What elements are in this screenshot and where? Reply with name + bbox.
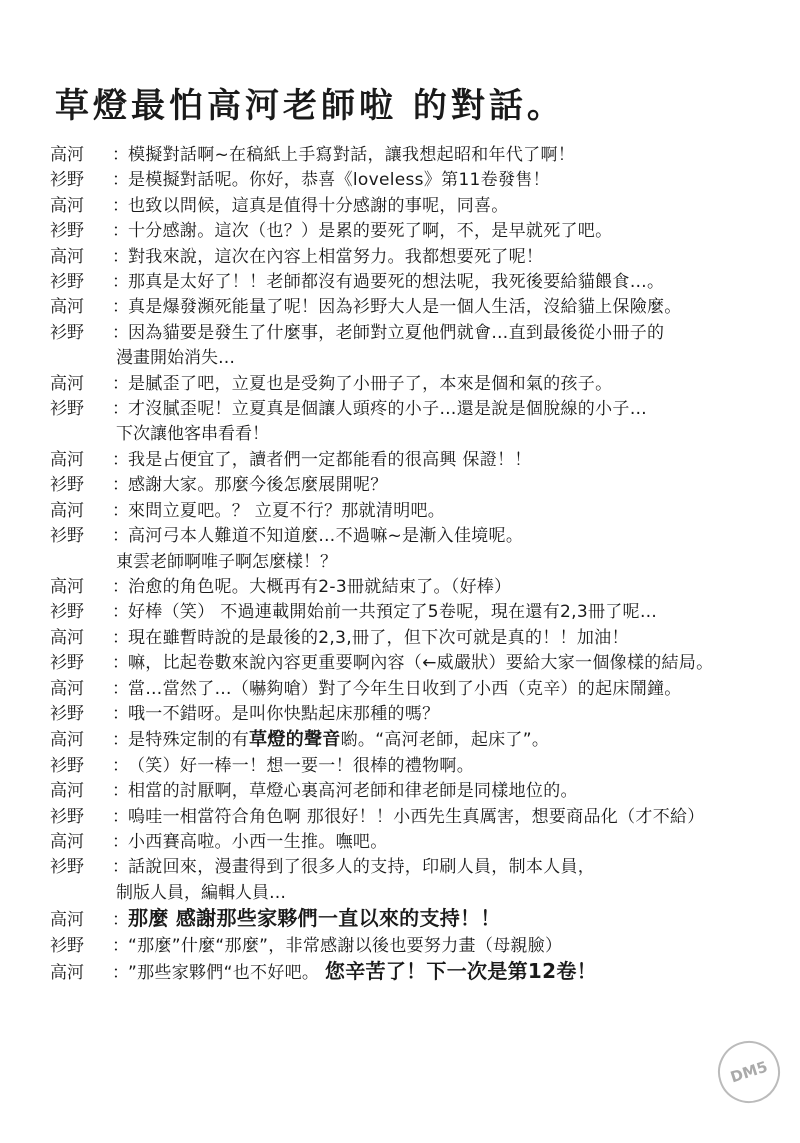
- dialogue-text-text: 相當的討厭啊，草燈心裏高河老師和律老師是同樣地位的。: [128, 781, 578, 802]
- speaker-separator: ：: [112, 831, 129, 852]
- dialogue-text-text: 真是爆發瀕死能量了呢！因為衫野大人是一個人生活，沒給貓上保險麼。: [128, 297, 682, 318]
- speaker-separator: ：: [112, 297, 129, 318]
- speaker-name: 衫野: [50, 857, 84, 878]
- speaker-name: 衫野: [50, 170, 84, 191]
- dialogue-text: [128, 194, 509, 219]
- dialogue-text: [128, 321, 664, 346]
- speaker-separator: ：: [112, 678, 129, 699]
- dialogue-list: [50, 143, 780, 986]
- speaker-separator: ：: [112, 781, 129, 802]
- dialogue-text-text: “那麼”什麼“那麼”，非常感謝以後也要努力畫（母親臉）: [128, 935, 563, 956]
- dialogue-text: [128, 397, 647, 422]
- dialogue-text-text: 因為貓要是發生了什麼事，老師對立夏他們就會…直到最後從小冊子的: [128, 322, 665, 343]
- dialogue-text: [128, 779, 578, 804]
- dialogue-line: [50, 906, 780, 933]
- dialogue-text-text: 當…當然了…（嚇夠嗆）對了今年生日收到了小西（克辛）的起床鬧鐘。: [128, 678, 682, 699]
- dialogue-line: [50, 448, 780, 473]
- dialogue-line: [50, 575, 780, 600]
- dialogue-text-text: 十分感謝。這次（也？）是累的要死了啊，不，是早就死了吧。: [128, 221, 613, 242]
- dialogue-text-text: 哦一不錯呀。是叫你快點起床那種的嗎？: [128, 703, 440, 724]
- dialogue-text-text: ”那些家夥們“也不好吧。: [128, 963, 325, 983]
- dialogue-text-text: 高河弓本人難道不知道麼…不過嘛~是漸入佳境呢。: [128, 526, 524, 547]
- speaker-separator: ：: [112, 399, 129, 420]
- speaker-separator: ：: [112, 963, 129, 983]
- speaker-name: 衫野: [50, 475, 84, 496]
- dialogue-text-big: 那麼 感謝那些家夥們一直以來的支持！！: [128, 906, 501, 931]
- dialogue-text-text: 話說回來，漫畫得到了很多人的支持，印刷人員，制本人員，: [128, 857, 596, 878]
- dialogue-line: [50, 499, 780, 524]
- speaker-name: 高河: [50, 297, 84, 318]
- dialogue-line: [50, 677, 780, 702]
- dialogue-text-text: 治愈的角色呢。大概再有2-3冊就結束了。（好棒）: [128, 576, 512, 597]
- speaker-name: 高河: [50, 730, 84, 751]
- speaker-name: 高河: [50, 963, 84, 983]
- speaker-name: 衫野: [50, 526, 84, 547]
- dialogue-text: [128, 372, 612, 397]
- dialogue-line: [50, 245, 780, 270]
- speaker-name: 高河: [50, 195, 84, 216]
- speaker-separator: ：: [112, 500, 129, 521]
- speaker-separator: ：: [112, 576, 129, 597]
- dialogue-text-text: 感謝大家。那麼今後怎麼展開呢？: [128, 475, 388, 496]
- speaker-separator: ：: [112, 272, 129, 293]
- dialogue-text: [128, 295, 682, 320]
- speaker-name: 衫野: [50, 755, 84, 776]
- speaker-separator: ：: [112, 627, 129, 648]
- dialogue-text: [128, 143, 575, 168]
- dialogue-line: [50, 143, 780, 168]
- speaker-name: 高河: [50, 246, 84, 267]
- speaker-name: 衫野: [50, 653, 84, 674]
- speaker-name: 衫野: [50, 806, 84, 827]
- dialogue-line: [50, 168, 780, 193]
- speaker-separator: ：: [112, 703, 129, 724]
- speaker-separator: ：: [112, 602, 129, 623]
- dialogue-line: [50, 372, 780, 397]
- speaker-separator: ：: [112, 373, 129, 394]
- dialogue-line: [50, 855, 780, 880]
- dialogue-line: [50, 626, 780, 651]
- dialogue-text: [128, 600, 657, 625]
- dialogue-text-text: 現在雖暫時說的是最後的2,3,冊了，但下次可就是真的！！加油！: [128, 627, 629, 648]
- dialogue-text: [128, 754, 474, 779]
- speaker-name: 高河: [50, 576, 84, 597]
- dialogue-text: [128, 906, 501, 933]
- dialogue-text-text: 我是占便宜了，讀者們一定都能看的很高興 保證！！: [128, 449, 532, 470]
- dialogue-line: [50, 702, 780, 727]
- speaker-name: 高河: [50, 145, 84, 165]
- dialogue-continuation: 下次讓他客串看看！: [116, 424, 269, 445]
- speaker-name: 衫野: [50, 703, 84, 724]
- dialogue-line: [50, 270, 780, 295]
- dialogue-line: [50, 830, 780, 855]
- dialogue-text: [128, 855, 595, 880]
- dialogue-line: [50, 194, 780, 219]
- dialogue-text-text: 是模擬對話呢。你好，恭喜《loveless》第11卷發售！: [128, 170, 550, 191]
- dialogue-text: [128, 959, 597, 986]
- speaker-separator: ：: [112, 526, 129, 547]
- speaker-separator: ：: [112, 221, 129, 242]
- speaker-separator: ：: [112, 653, 129, 674]
- speaker-name: 高河: [50, 500, 84, 521]
- speaker-name: 高河: [50, 781, 84, 802]
- speaker-separator: ：: [112, 195, 129, 216]
- dialogue-text: [128, 448, 532, 473]
- dialogue-text: [128, 473, 388, 498]
- dialogue-text: [128, 245, 543, 270]
- speaker-name: 高河: [50, 678, 84, 699]
- speaker-separator: ：: [112, 449, 129, 470]
- page-title: 草燈最怕高河老師啦 的對話。: [55, 86, 565, 126]
- speaker-separator: ：: [112, 935, 129, 956]
- dialogue-text: [128, 499, 445, 524]
- dialogue-text-text: 小西賽高啦。小西一生推。嘸吧。: [128, 831, 388, 852]
- dialogue-line: [50, 934, 780, 959]
- speaker-name: 衫野: [50, 322, 84, 343]
- speaker-name: 高河: [50, 373, 84, 394]
- dialogue-text-text: 才沒膩歪呢！立夏真是個讓人頭疼的小子…還是說是個脫線的小子…: [128, 399, 647, 420]
- speaker-name: 高河: [50, 831, 84, 852]
- dialogue-text: [128, 805, 705, 830]
- speaker-name: 衫野: [50, 221, 84, 242]
- dialogue-text-text: （笑）好一棒一！想一要一！很棒的禮物啊。: [128, 755, 474, 776]
- dialogue-text: [128, 168, 550, 193]
- speaker-separator: ：: [112, 910, 129, 931]
- dialogue-text-after: 喲。“高河老師，起床了”。: [340, 730, 550, 751]
- dialogue-line: [50, 727, 780, 753]
- dialogue-text: [128, 219, 612, 244]
- dialogue-text: [128, 651, 713, 676]
- dialogue-text-text: 也致以問候，這真是值得十分感謝的事呢，同喜。: [128, 195, 509, 216]
- dialogue-text: [128, 270, 664, 295]
- speaker-name: 高河: [50, 627, 84, 648]
- dialogue-line: [50, 754, 780, 779]
- dialogue-line: [50, 600, 780, 625]
- dialogue-text: [128, 934, 562, 959]
- dialogue-text-text: 是特殊定制的有: [128, 730, 250, 751]
- dialogue-line: [50, 219, 780, 244]
- dialogue-text: [128, 830, 388, 855]
- dialogue-text-big: 您辛苦了！下一次是第12卷！: [324, 959, 597, 983]
- speaker-separator: ：: [112, 806, 129, 827]
- speaker-name: 衫野: [50, 935, 84, 956]
- dialogue-text-text: 模擬對話啊~在稿紙上手寫對話，讓我想起昭和年代了啊！: [128, 145, 576, 165]
- dialogue-text-text: 對我來說，這次在內容上相當努力。我都想要死了呢！: [128, 246, 544, 267]
- dialogue-text-text: 嘛，比起卷數來說內容更重要啊內容（←威嚴狀）要給大家一個像樣的結局。: [128, 653, 714, 674]
- dialogue-text: [128, 727, 549, 753]
- dialogue-line: [50, 524, 780, 549]
- dialogue-text-bold: 草燈的聲音: [249, 729, 341, 751]
- dialogue-text-text: 是膩歪了吧，立夏也是受夠了小冊子了，本來是個和氣的孩子。: [128, 373, 613, 394]
- dialogue-text-text: 那真是太好了！！老師都沒有過要死的想法呢，我死後要給貓餵食…。: [128, 272, 665, 293]
- speaker-separator: ：: [112, 475, 129, 496]
- speaker-separator: ：: [112, 170, 129, 191]
- dialogue-line: [50, 959, 780, 986]
- dialogue-line: [50, 779, 780, 804]
- dialogue-line: [50, 473, 780, 498]
- speaker-name: 衫野: [50, 602, 84, 623]
- speaker-separator: ：: [112, 145, 129, 165]
- speaker-separator: ：: [112, 246, 129, 267]
- dialogue-text: [128, 524, 523, 549]
- dialogue-line: [50, 295, 780, 320]
- speaker-name: 高河: [50, 910, 84, 931]
- dialogue-text-text: 來問立夏吧。？ 立夏不行？那就清明吧。: [128, 500, 446, 521]
- speaker-separator: ：: [112, 730, 129, 751]
- watermark-logo: DM5: [710, 1033, 788, 1111]
- dialogue-text: [128, 702, 439, 727]
- dialogue-text-text: 嗚哇一相當符合角色啊 那很好！！小西先生真厲害，想要商品化（才不給）: [128, 806, 705, 827]
- dialogue-line: [50, 397, 780, 422]
- speaker-name: 衫野: [50, 272, 84, 293]
- speaker-name: 高河: [50, 449, 84, 470]
- dialogue-line: [50, 651, 780, 676]
- dialogue-continuation: 制版人員，編輯人員…: [116, 882, 286, 903]
- speaker-separator: ：: [112, 322, 129, 343]
- dialogue-text: [128, 677, 682, 702]
- dialogue-text: [128, 626, 629, 651]
- speaker-separator: ：: [112, 755, 129, 776]
- dialogue-text-text: 好棒（笑） 不過連載開始前一共預定了5卷呢，現在還有2,3冊了呢…: [128, 602, 658, 623]
- dialogue-line: [50, 321, 780, 346]
- dialogue-text: [128, 575, 511, 600]
- dialogue-continuation: 東雲老師啊唯子啊怎麼樣！？: [116, 551, 337, 572]
- dialogue-continuation: 漫畫開始消失…: [116, 348, 235, 369]
- speaker-name: 衫野: [50, 399, 84, 420]
- speaker-separator: ：: [112, 857, 129, 878]
- dialogue-line: [50, 805, 780, 830]
